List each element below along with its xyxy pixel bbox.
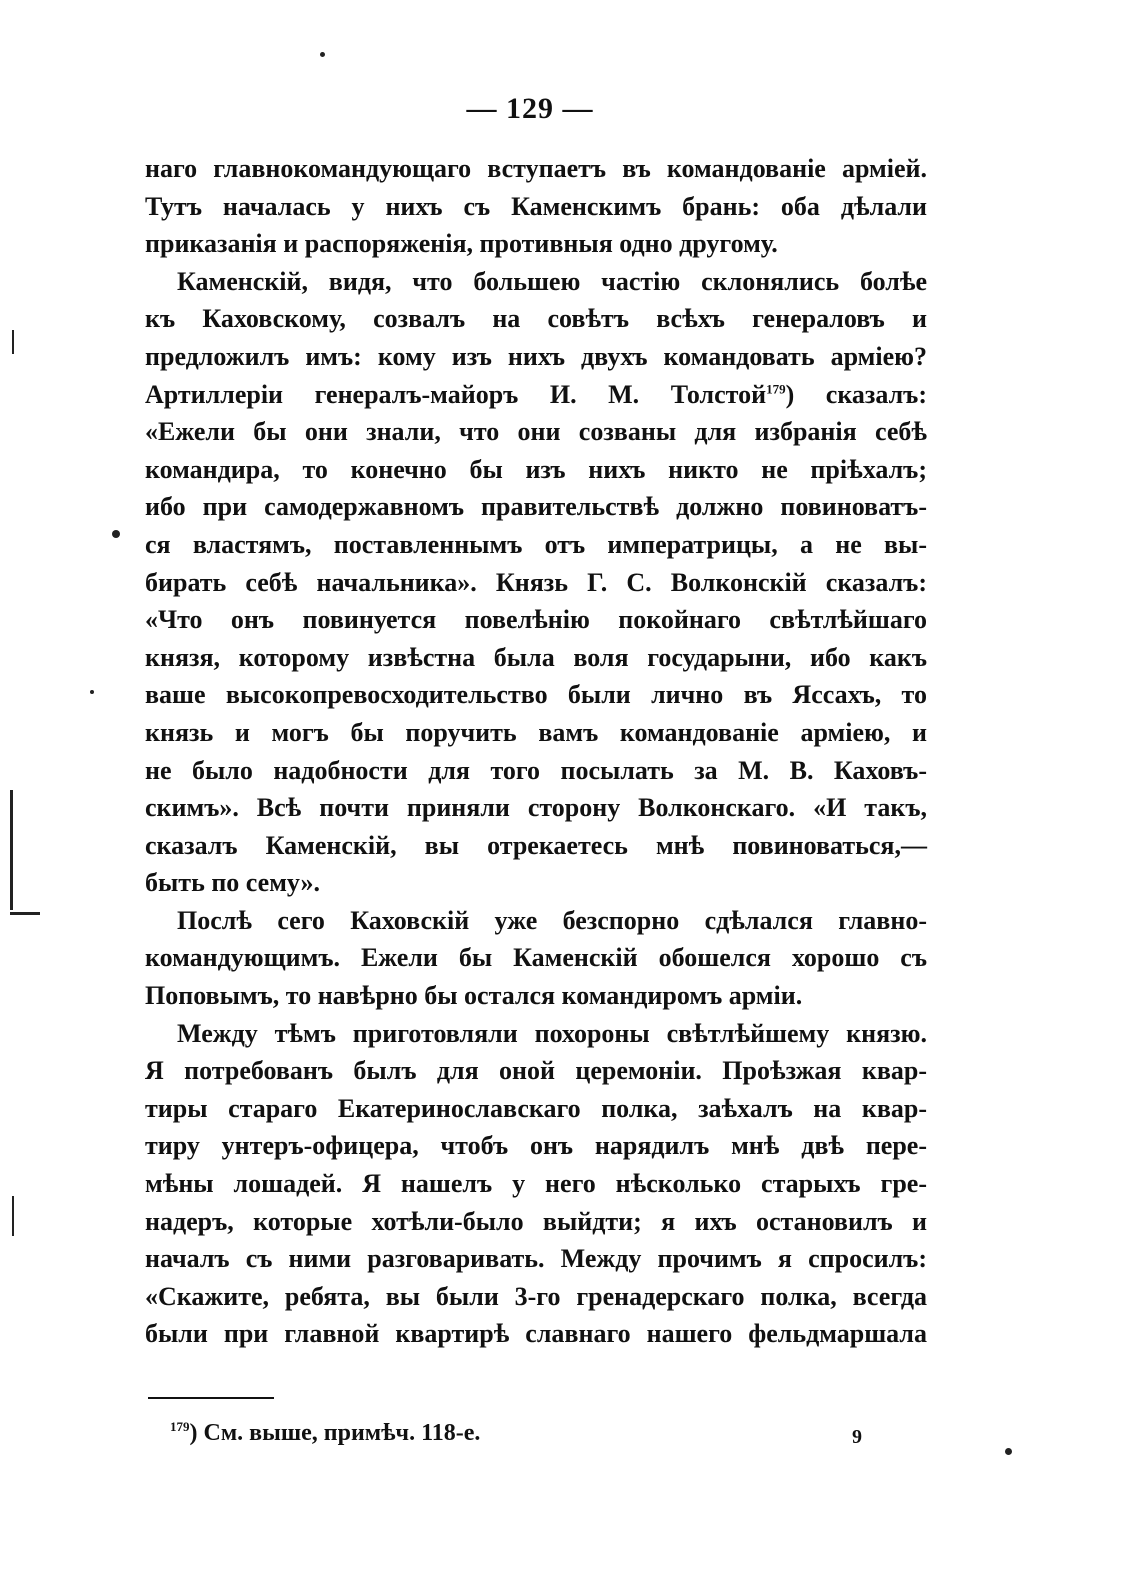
text-line: надеръ, которые хотѣли-было выйдти; я ихъ остановилъ и (145, 1206, 927, 1236)
footnote-text: ) См. выше, примѣч. 118-е. (189, 1420, 481, 1446)
signature-mark: 9 (852, 1426, 862, 1448)
scan-speck (112, 530, 120, 538)
text-line: Поповымъ, то навѣрно бы остался командиромъ арміи. (145, 981, 803, 1011)
scan-speck (1005, 1448, 1012, 1455)
text-line: тиры стараго Екатеринославскаго полка, заѣхалъ на квар- (145, 1093, 927, 1123)
text-line-with-footnote (145, 376, 927, 414)
text-line: бирать себѣ начальника». Князь Г. С. Волконскій сказалъ: (145, 567, 927, 597)
text-line: Тутъ началась у нихъ съ Каменскимъ брань: оба дѣлали (145, 191, 927, 221)
text-line: къ Каховскому, созвалъ на совѣтъ всѣхъ генераловъ и (145, 304, 927, 334)
text-line: мѣны лошадей. Я нашелъ у него нѣсколько старыхъ гре- (145, 1169, 927, 1199)
text-line: тиру унтеръ-офицера, чтобъ онъ нарядилъ мнѣ двѣ пере- (145, 1131, 927, 1161)
text-line: наго главнокомандующаго вступаетъ въ командованіе арміей. (145, 154, 927, 183)
text-line: Послѣ сего Каховскій уже безспорно сдѣлался главно- (177, 905, 927, 935)
text-line: быть по сему». (145, 868, 321, 898)
footnote-mark: 179 (170, 1419, 190, 1434)
text-line: князь и могъ бы поручить вамъ командованіе арміею, и (145, 717, 927, 747)
scan-mark (10, 912, 40, 915)
text-line: не было надобности для того посылать за М. В. Каховъ- (145, 755, 927, 785)
text-line: «Ежели бы они знали, что они созваны для избранія себѣ (145, 417, 927, 447)
text-line: командира, то конечно бы изъ нихъ никто не пріѣхалъ; (145, 454, 927, 484)
text-line: Между тѣмъ приготовляли похороны свѣтлѣйшему князю. (177, 1018, 927, 1048)
text-line: князя, которому извѣстна была воля государыни, ибо какъ (145, 642, 927, 672)
scan-mark (12, 330, 14, 354)
text-line: началъ съ ними разговаривать. Между прочимъ я спросилъ: (145, 1244, 927, 1274)
scan-mark (10, 790, 13, 910)
text-line: Я потребованъ былъ для оной церемоніи. Проѣзжая квар- (145, 1056, 927, 1086)
text-line-part: Артиллеріи генералъ-майоръ И. М. Толстой (145, 379, 767, 409)
text-line: предложилъ имъ: кому изъ нихъ двухъ командовать арміею? (145, 341, 927, 371)
page-number: — 129 — (466, 92, 594, 125)
text-line: приказанія и распоряженія, противныя одно другому. (145, 229, 778, 259)
scan-speck (90, 690, 94, 694)
text-line-part: ) сказалъ: (785, 379, 927, 409)
footnote (170, 1420, 480, 1447)
text-line: «Что онъ повинуется повелѣнію покойнаго свѣтлѣйшаго (145, 605, 927, 635)
footnote-divider (148, 1397, 274, 1399)
text-line: сказалъ Каменскій, вы отрекаетесь мнѣ повиноваться,— (145, 830, 927, 860)
main-text (145, 150, 927, 1353)
text-line: скимъ». Всѣ почти приняли сторону Волконскаго. «И такъ, (145, 793, 927, 823)
text-line: были при главной квартирѣ славнаго нашего фельдмаршала (145, 1319, 927, 1349)
text-line: Каменскій, видя, что большею частію склонялись болѣе (177, 266, 927, 296)
text-line: ся властямъ, поставленнымъ отъ императрицы, а не вы- (145, 529, 927, 559)
footnote-reference: 179 (766, 380, 786, 396)
text-line: ваше высокопревосходительство были лично въ Яссахъ, то (145, 680, 927, 710)
text-line: ибо при самодержавномъ правительствѣ должно повиноватъ- (145, 492, 927, 522)
scan-mark (12, 1196, 14, 1236)
text-line: «Скажите, ребята, вы были 3-го гренадерскаго полка, всегда (145, 1281, 927, 1311)
scan-speck (320, 52, 325, 57)
text-line: командующимъ. Ежели бы Каменскій обошелся хорошо съ (145, 943, 927, 973)
